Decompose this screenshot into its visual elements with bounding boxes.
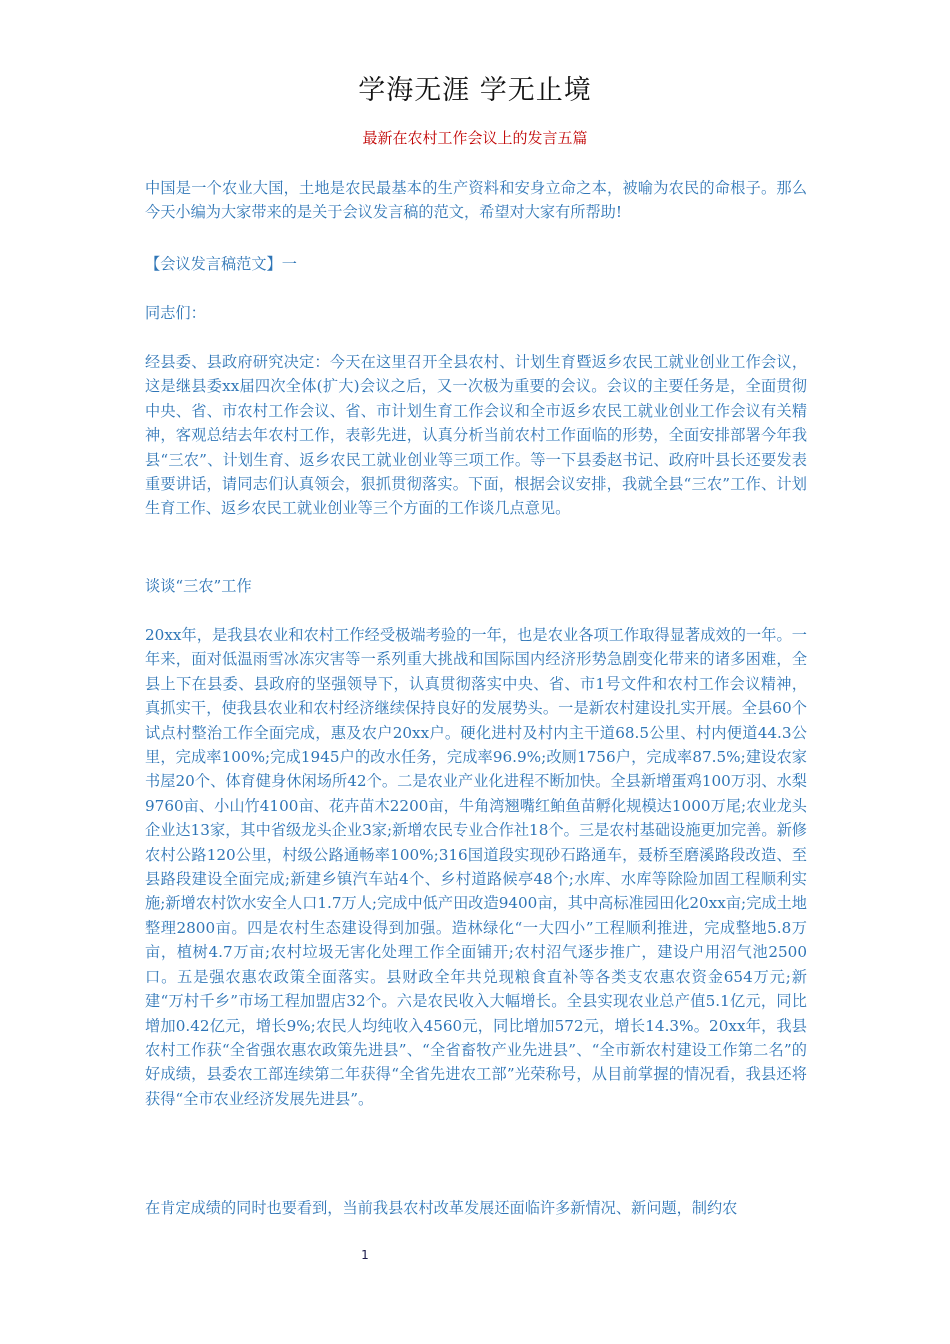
document-title: 最新在农村工作会议上的发言五篇 <box>362 129 588 147</box>
section-heading: 【会议发言稿范文】一 <box>145 255 297 273</box>
closing-paragraph: 在肯定成绩的同时也要看到，当前我县农村改革发展还面临许多新情况、新问题，制约农 <box>145 1199 738 1217</box>
report-paragraph: 20xx年，是我县农业和农村工作经受极端考验的一年，也是农业各项工作取得显著成效的一年。一年来，面对低温雨雪冰冻灾害等一系列重大挑战和国际国内经济形势急剧变化带来的诸多困难，全县上下在县委、县政府的坚强领导下，认真贯彻落实中央、省、市1号文件和农村工作会议精神，真抓实干，使我县农业和农村经济继续保持良好的发展势头。一是新农村建设扎实开展。全县60个试点村整治工作全面完成，惠及农户20xx户。硬化进村及村内主干道68.5公里、村内便道44.3公里，完成率100%;完成1945户的改水任务，完成率96.9%;改厕1756户，完成率87.5%;建设农家书屋20个、体育健身休闲场所42个。二是农业产业化进程不断加快。全县新增蛋鸡100万羽、水梨9760亩、小山竹4100亩、花卉苗木2200亩，牛角湾翘嘴红鲌鱼苗孵化规模达1000万尾;农业龙头企业达13家，其中省级龙头企业3家;新增农民专业合作社18个。三是农村基础设施更加完善。新修农村公路120公里，村级公路通畅率100%;316国道段实现砂石路通车，聂桥至磨溪路段改造、至县路段建设全面完成;新建乡镇汽车站4个、乡村道路候亭48个;水库、水库等除险加固工程顺利实施;新增农村饮水安全人口1.7万人;完成中低产田改造9400亩，其中高标准园田化20xx亩;完成土地整理2800亩。四是农村生态建设得到加强。造林绿化“一大四小”工程顺利推进，完成整地5.8万亩，植树4.7万亩;农村垃圾无害化处理工作全面铺开;农村沼气逐步推广，建设户用沼气池2500口。五是强农惠农政策全面落实。县财政全年共兑现粮食直补等各类支农惠农资金654万元;新建“万村千乡”市场工程加盟店32个。六是农民收入大幅增长。全县实现农业总产值5.1亿元，同比增加0.42亿元，增长9%;农民人均纯收入4560元，同比增加572元，增长14.3%。20xx年，我县农村工作获“全省强农惠农政策先进县”、“全省畜牧产业先进县”、“全市新农村建设工作第二名”的好成绩，县委农工部连续第二年获得“全省先进农工部”光荣称号，从目前掌握的情况看，我县还将获得“全市农业经济发展先进县”。 <box>145 626 807 1108</box>
greeting: 同志们： <box>145 304 206 322</box>
intro-paragraph: 中国是一个农业大国，土地是农民最基本的生产资料和安身立命之本，被喻为农民的命根子。那么今天小编为大家带来的是关于会议发言稿的范文，希望对大家有所帮助! <box>145 179 807 222</box>
subheading-sannong: 谈谈“三农”工作 <box>145 577 252 595</box>
page-number: 1 <box>361 1248 369 1262</box>
header-motto: 学海无涯 学无止境 <box>358 75 592 106</box>
opening-paragraph: 经县委、县政府研究决定：今天在这里召开全县农村、计划生育暨返乡农民工就业创业工作会议，这是继县委xx届四次全体(扩大)会议之后，又一次极为重要的会议。会议的主要任务是，全面贯彻中央、省、市农村工作会议、省、市计划生育工作会议和全市返乡农民工就业创业工作会议有关精神，客观总结去年农村工作，表彰先进，认真分析当前农村工作面临的形势，全面安排部署今年我县“三农”、计划生育、返乡农民工就业创业等三项工作。等一下县委赵书记、政府叶县长还要发表重要讲话，请同志们认真领会，狠抓贯彻落实。下面，根据会议安排，我就全县“三农”工作、计划生育工作、返乡农民工就业创业等三个方面的工作谈几点意见。 <box>145 353 807 518</box>
